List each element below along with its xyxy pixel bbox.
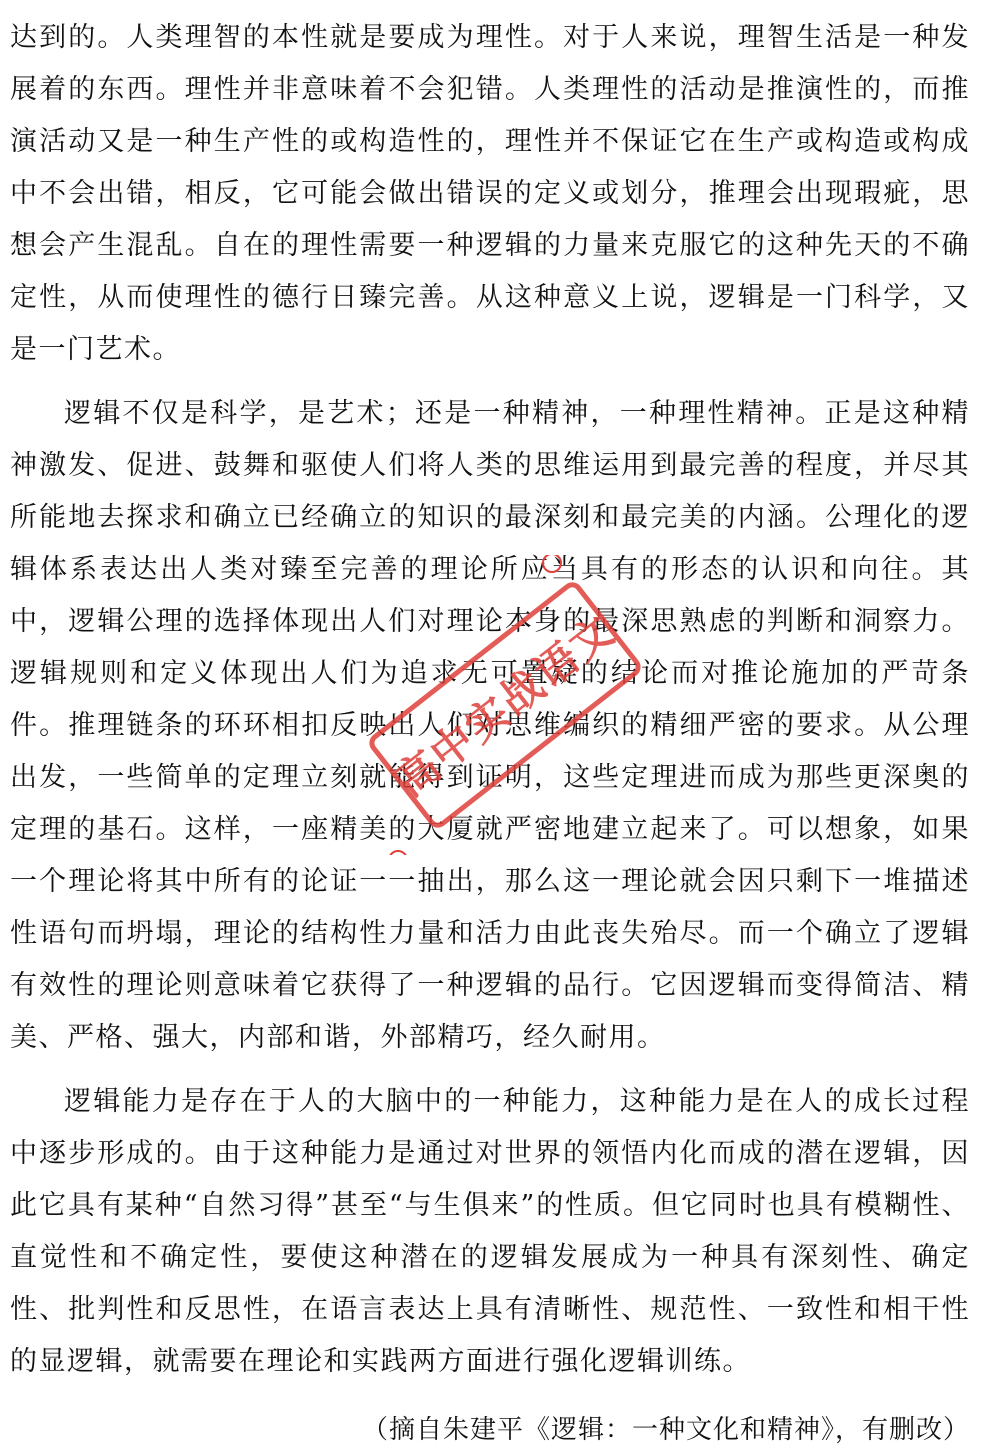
source-citation: （摘自朱建平《逻辑：一种文化和精神》，有删改） [361, 1415, 970, 1445]
paragraph-2: 逻辑不仅是科学，是艺术；还是一种精神，一种理性精神。正是这种精神激发、促进、鼓舞和驱使人们将人类的思维运用到最完善的程度，并尽其所能地去探求和确立已经确立的知识的最深刻和最完美的内涵。公理化的逻辑体系表达出人类对臻至完善的理论所应当具有的形态的认识和向往。其中，逻辑公理的选择体现出人们对理论本身的最深思熟虑的判断和洞察力。逻辑规则和定义体现出人们为追求无可置疑的结论而对推论施加的严苛条件。推理链条的环环相扣反映出人们对思维编织的精细严密的要求。从公理出发，一些简单的定理立刻就能得到证明，这些定理进而成为那些更深奥的定理的基石。这样，一座精美的大厦就严密地建立起来了。可以想象，如果一个理论将其中所有的论证一一抽出，那么这一理论就会因只剩下一堆描述性语句而坍塌，理论的结构性力量和活力由此丧失殆尽。而一个确立了逻辑有效性的理论则意味着它获得了一种逻辑的品行。它因逻辑而变得简洁、精美、严格、强大，内部和谐，外部精巧，经久耐用。 [10, 398, 970, 1053]
paragraph-3: 逻辑能力是存在于人的大脑中的一种能力，这种能力是在人的成长过程中逐步形成的。由于这种能力是通过对世界的领悟内化而成的潜在逻辑，因此它具有某种“自然习得”甚至“与生俱来”的性质。但它同时也具有模糊性、直觉性和不确定性，要使这种潜在的逻辑发展成为一种具有深刻性、确定性、批判性和反思性，在语言表达上具有清晰性、规范性、一致性和相干性的显逻辑，就需要在理论和实践两方面进行强化逻辑训练。 [10, 1086, 970, 1377]
paragraph-1: 达到的。人类理智的本性就是要成为理性。对于人来说，理智生活是一种发展着的东西。理性并非意味着不会犯错。人类理性的活动是推演性的，而推演活动又是一种生产性的或构造性的，理性并不保证它在生产或构造或构成中不会出错，相反，它可能会做出错误的定义或划分，推理会出现瑕疵，思想会产生混乱。自在的理性需要一种逻辑的力量来克服它的这种先天的不确定性，从而使理性的德行日臻完善。从这种意义上说，逻辑是一门科学，又是一门艺术。 [10, 22, 970, 365]
stamp-text: 高中实战语文 [386, 604, 625, 806]
paragraph-gap [10, 1064, 970, 1076]
paragraph-gap [10, 376, 970, 388]
document-page [10, 12, 970, 1450]
